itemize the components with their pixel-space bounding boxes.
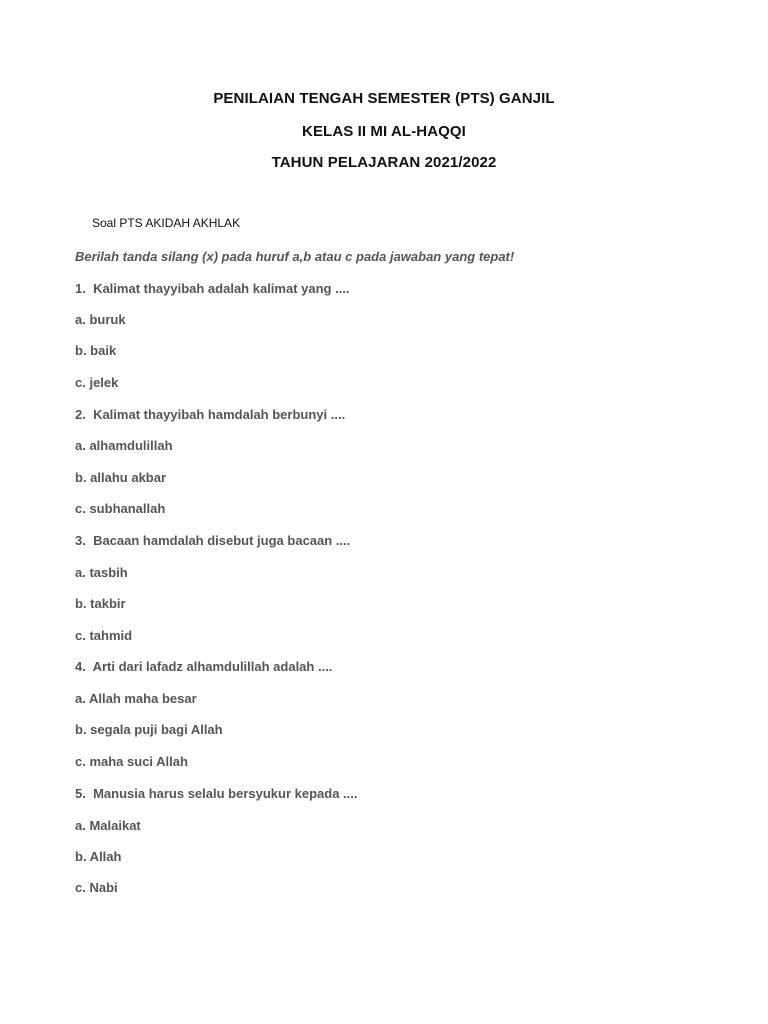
question-1-option-a: a. buruk: [75, 312, 126, 327]
question-3: 3. Bacaan hamdalah disebut juga bacaan ....: [75, 533, 351, 548]
question-3-option-c: c. tahmid: [75, 628, 133, 643]
question-4: 4. Arti dari lafadz alhamdulillah adalah ....: [75, 659, 333, 674]
subject-label: Soal PTS AKIDAH AKHLAK: [92, 216, 241, 230]
question-2-option-c: c. subhanallah: [75, 501, 166, 516]
question-2-option-a: a. alhamdulillah: [75, 438, 173, 453]
question-5-option-c: c. Nabi: [75, 880, 118, 895]
question-1: 1. Kalimat thayyibah adalah kalimat yang ....: [75, 281, 350, 296]
title-line-1: PENILAIAN TENGAH SEMESTER (PTS) GANJIL: [213, 90, 555, 107]
question-1-option-c: c. jelek: [75, 375, 119, 390]
question-2-option-b: b. allahu akbar: [75, 470, 167, 485]
question-5-option-b: b. Allah: [75, 849, 122, 864]
question-1-option-b: b. baik: [75, 343, 117, 358]
title-line-3: TAHUN PELAJARAN 2021/2022: [271, 154, 497, 171]
question-5-option-a: a. Malaikat: [75, 818, 141, 833]
question-2: 2. Kalimat thayyibah hamdalah berbunyi ....: [75, 407, 346, 422]
title-line-2: KELAS II MI AL-HAQQI: [302, 123, 466, 140]
question-4-option-a: a. Allah maha besar: [75, 691, 197, 706]
question-5: 5. Manusia harus selalu bersyukur kepada ....: [75, 786, 358, 801]
question-4-option-c: c. maha suci Allah: [75, 754, 188, 769]
question-4-option-b: b. segala puji bagi Allah: [75, 722, 223, 737]
question-3-option-b: b. takbir: [75, 596, 126, 611]
question-3-option-a: a. tasbih: [75, 565, 128, 580]
instruction-text: Berilah tanda silang (x) pada huruf a,b atau c pada jawaban yang tepat!: [75, 249, 515, 264]
